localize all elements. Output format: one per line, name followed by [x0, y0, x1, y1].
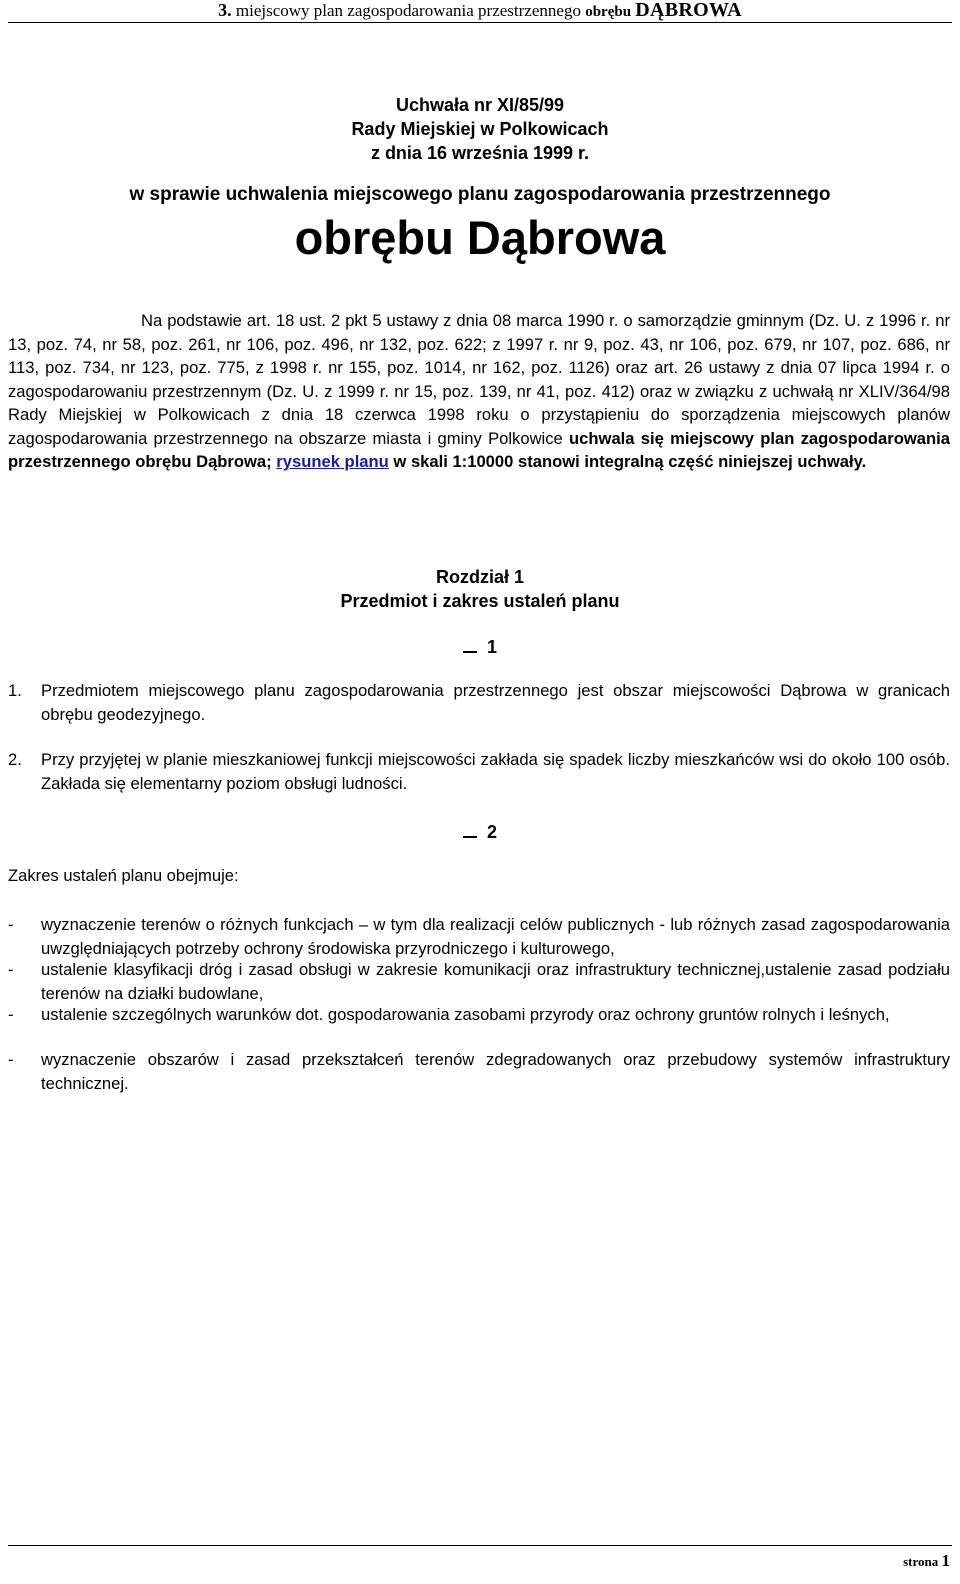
list-item: [8, 1048, 950, 1095]
item-text: ustalenie szczególnych warunków dot. gospodarowania zasobami przyrody oraz ochrony gruntów rolnych i leśnych,: [41, 1005, 890, 1024]
section-heading-1: [463, 636, 497, 658]
list-item: [8, 913, 950, 960]
chapter-number: Rozdział 1: [435, 567, 524, 587]
legal-basis-text: Na podstawie art. 18 ust. 2 pkt 5 ustawy z dnia 08 marca 1990 r. o samorządzie gminnym (Dz. U. z 1996 r. nr 13, poz. 74, nr 58, poz. 261, nr 106, poz. 496, nr 132, poz. 622; z 1997 r. nr 9, poz. 43, nr 106, poz. 679, nr 107, poz. 686, nr 113, poz. 734, nr 123, poz. 775, z 1998 r. nr 155, poz. 1014, nr 162, poz. 1126) oraz art. 26 ustawy z dnia 07 lipca 1994 r. o zagospodarowaniu przestrzennym (Dz. U. z 1999 r. nr 15, poz. 139, nr 41, poz. 412) oraz w związku z uchwałą nr XLIV/364/98 Rady Miejskiej w Polkowicach z dnia 18 czerwca 1998 roku o przystąpieniu do sporządzenia miejscowych planów zagospodarowania przestrzennego na obszarze miasta i gminy Polkowice: [8, 311, 950, 448]
section-sign-icon: [463, 651, 477, 653]
chapter-title: Przedmiot i zakres ustaleń planu: [340, 591, 620, 611]
resolution-council: Rady Miejskiej w Polkowicach: [351, 119, 609, 139]
page-header: [8, 0, 952, 23]
header-place: DĄBROWA: [635, 0, 742, 21]
footer-label: strona: [903, 1554, 939, 1569]
chapter-heading: [0, 565, 960, 613]
item-text: wyznaczenie terenów o różnych funkcjach – w tym dla realizacji celów publicznych - lub różnych zasad zagospodarowania uwzględniających potrzeby ochrony środowiska przyrodniczego i kulturowego,: [41, 915, 950, 958]
item-dash: -: [8, 1050, 14, 1069]
list-item: [8, 679, 950, 726]
resolution-decision: uchwala się miejscowy plan zagospodarowania przestrzennego obrębu Dąbrowa;: [8, 428, 950, 471]
footer-divider: [8, 1545, 952, 1546]
item-text: ustalenie klasyfikacji dróg i zasad obsługi w zakresie komunikacji oraz infrastruktury technicznej,ustalenie zasad podziału terenów na działki budowlane,: [41, 960, 950, 1003]
item-dash: -: [8, 960, 14, 979]
list-item: [8, 1003, 950, 1027]
section-number: 2: [487, 822, 498, 842]
header-text: miejscowy plan zagospodarowania przestrzennego: [235, 1, 581, 20]
section-heading-2: [463, 821, 497, 843]
resolution-place: obrębu Dąbrowa: [294, 211, 666, 264]
item-text: Przy przyjętej w planie mieszkaniowej funkcji miejscowości zakłada się spadek liczby mieszkańców wsi do około 100 osób. Zakłada się elementarny poziom obsługi ludności.: [41, 750, 950, 793]
item-dash: -: [8, 915, 14, 934]
resolution-subject: w sprawie uchwalenia miejscowego planu zagospodarowania przestrzennego: [129, 184, 831, 205]
resolution-date: z dnia 16 września 1999 r.: [370, 143, 590, 163]
plan-drawing-link[interactable]: rysunek planu: [276, 452, 389, 471]
legal-basis-paragraph: [8, 309, 950, 474]
resolution-number: Uchwała nr XI/85/99: [395, 95, 565, 115]
resolution-title: [0, 93, 960, 165]
item-dash: -: [8, 1005, 14, 1024]
section-number: 1: [487, 637, 498, 657]
item-text: Przedmiotem miejscowego planu zagospodarowania przestrzennego jest obszar miejscowości Dąbrowa w granicach obrębu geodezyjnego.: [41, 681, 950, 724]
item-text: wyznaczenie obszarów i zasad przekształceń terenów zdegradowanych oraz przebudowy systemów infrastruktury technicznej.: [41, 1050, 950, 1093]
header-text-bold: obrębu: [585, 4, 632, 20]
page-number: 1: [941, 1551, 950, 1570]
list-item: [8, 748, 950, 795]
resolution-decision-end: w skali 1:10000 stanowi integralną część niniejszej uchwały.: [388, 452, 867, 471]
scope-lead: Zakres ustaleń planu obejmuje:: [8, 866, 239, 885]
item-number: 1.: [8, 681, 22, 700]
header-number: 3.: [218, 0, 232, 20]
section-sign-icon: [463, 836, 477, 838]
list-item: [8, 958, 950, 1005]
item-number: 2.: [8, 750, 22, 769]
page-footer: [903, 1551, 950, 1571]
